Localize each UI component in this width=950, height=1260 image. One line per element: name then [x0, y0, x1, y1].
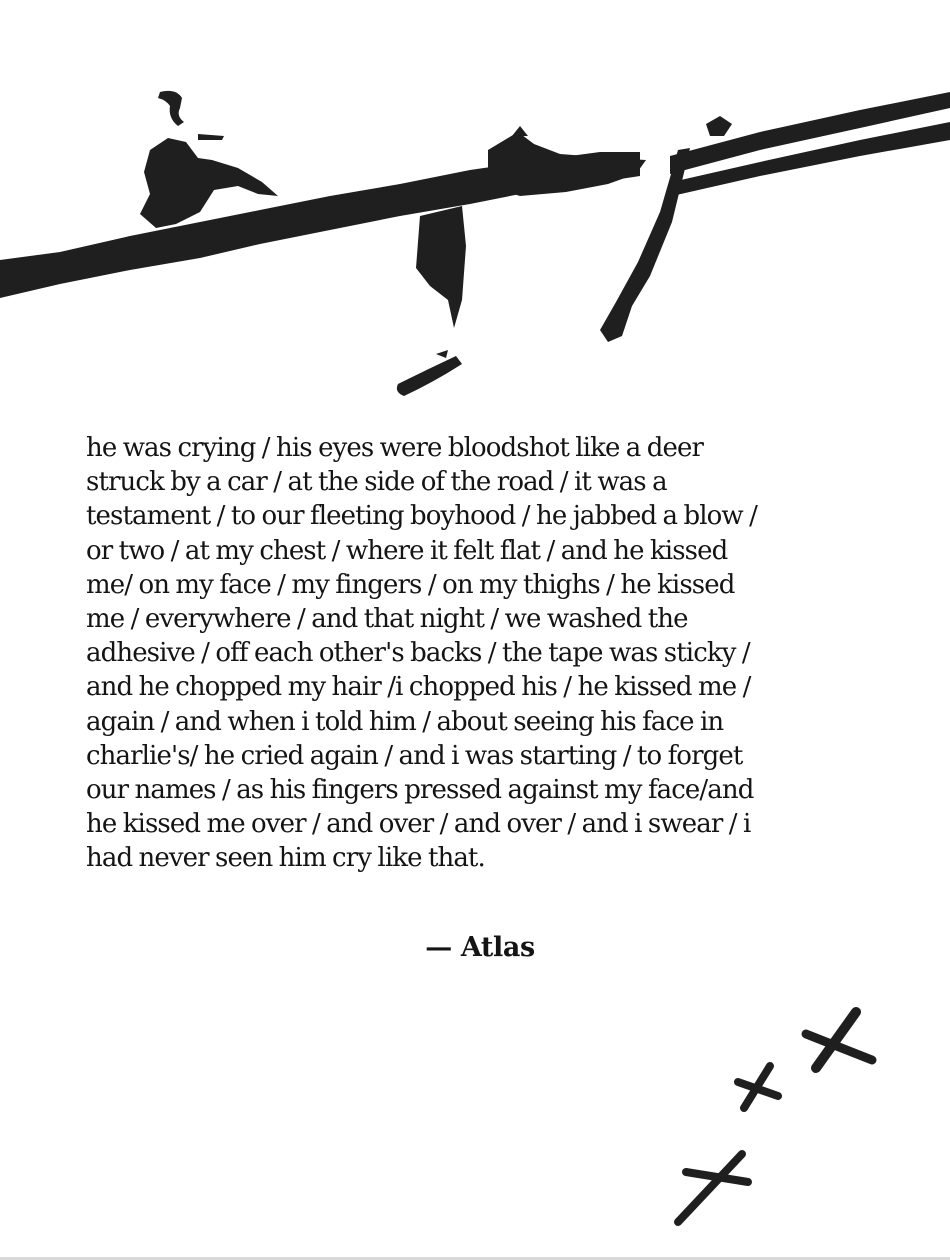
poem-line: again / and when i told him / about seeing his face in — [86, 706, 724, 737]
brush-stroke-illustration — [0, 80, 950, 410]
poem-line: charlie's/ he cried again / and i was starting / to forget — [86, 740, 743, 771]
poem-line: me / everywhere / and that night / we washed the — [86, 604, 688, 635]
poem-line: he was crying / his eyes were bloodshot like a deer — [86, 433, 704, 463]
poem-line: me/ on my face / my fingers / on my thighs / he kissed — [86, 569, 735, 600]
poem-line: struck by a car / at the side of the road / it was a — [86, 467, 667, 498]
author-signature: — Atlas — [425, 932, 535, 963]
poem-line: or two / at my chest / where it felt flat / and he kissed — [86, 535, 728, 566]
poem-body — [86, 431, 886, 876]
poem-line: and he chopped my hair /i chopped his / he kissed me / — [86, 672, 751, 703]
poem-line: he kissed me over / and over / and over / and i swear / i — [86, 809, 751, 840]
poem-line: testament / to our fleeting boyhood / he jabbed a blow / — [86, 501, 758, 532]
poem-line: our names / as his fingers pressed against my face/and — [86, 775, 754, 806]
poem-line: adhesive / off each other's backs / the tape was sticky / — [86, 638, 750, 669]
hand-drawn-x-marks — [660, 995, 900, 1240]
poem-line: had never seen him cry like that. — [86, 843, 485, 874]
